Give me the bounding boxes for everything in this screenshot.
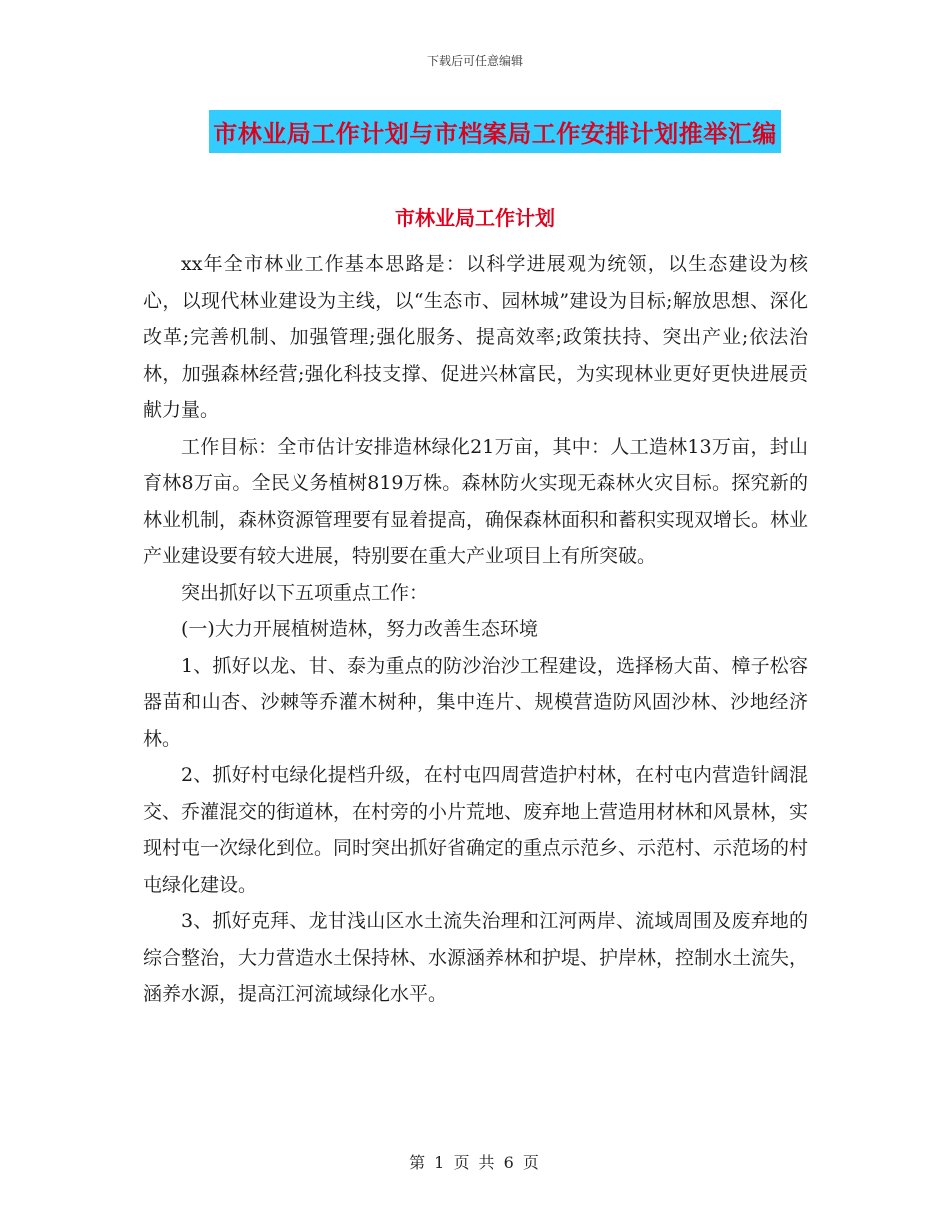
paragraph: (一)大力开展植树造林，努力改善生态环境 xyxy=(181,618,538,640)
section-title: 市林业局工作计划 xyxy=(395,206,555,230)
page-number: 第 1 页 共 6 页 xyxy=(409,1153,541,1172)
paragraph: 2、抓好村屯绿化提档升级，在村屯四周营造护村林，在村屯内营造针阔混交、乔灌混交的街道林，在村旁的小片荒地、废弃地上营造用材林和风景林，实现村屯一次绿化到位。同时突出抓好省确定的重点示范乡、示范村、示范场的村屯绿化建设。 xyxy=(143,764,809,896)
header-note: 下载后可任意编辑 xyxy=(426,54,523,68)
paragraph: 工作目标：全市估计安排造林绿化21万亩，其中：人工造林13万亩，封山育林8万亩。全民义务植树819万株。森林防火实现无森林火灾目标。探究新的林业机制，森林资源管理要有显着提高，确保森林面积和蓄积实现双增长。林业产业建设要有较大进展，特别要在重大产业项目上有所突破。 xyxy=(143,435,809,567)
paragraph: 1、抓好以龙、甘、泰为重点的防沙治沙工程建设，选择杨大苗、樟子松容器苗和山杏、沙棘等乔灌木树种，集中连片、规模营造防风固沙林、沙地经济林。 xyxy=(143,654,808,750)
document-title-wrap xyxy=(0,110,950,153)
document-title: 市林业局工作计划与市档案局工作安排计划推举汇编 xyxy=(209,110,781,153)
document-body xyxy=(143,246,808,1013)
paragraph: 突出抓好以下五项重点工作： xyxy=(181,581,429,604)
paragraph: 3、抓好克拜、龙甘浅山区水土流失治理和江河两岸、流域周围及废弃地的综合整治，大力营造水土保持林、水源涵养林和护堤、护岸林，控制水土流失，涵养水源，提高江河流域绿化水平。 xyxy=(143,910,809,1005)
paragraph: xx年全市林业工作基本思路是：以科学进展观为统领，以生态建设为核心，以现代林业建设为主线，以“生态市、园林城”建设为目标;解放思想、深化改革;完善机制、加强管理;强化服务、提高效率;政策扶持、突出产业;依法治林，加强森林经营;强化科技支撑、促进兴林富民，为实现林业更好更快进展贡献力量。 xyxy=(143,253,808,421)
